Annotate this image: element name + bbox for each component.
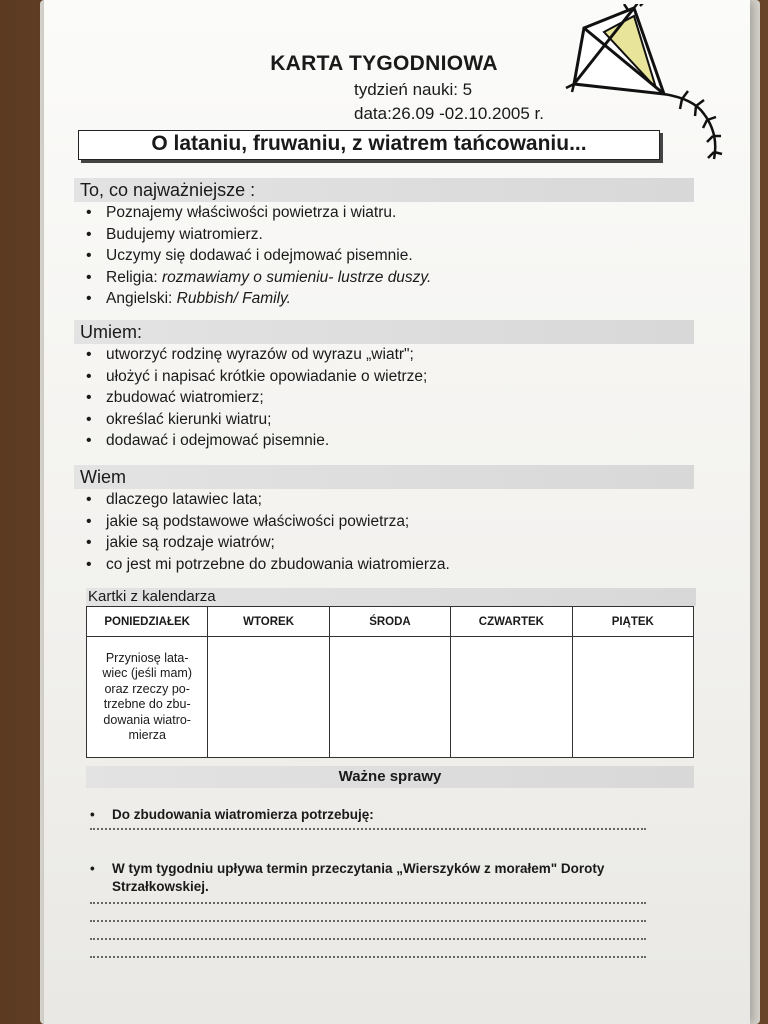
- important-heading: Ważne sprawy: [86, 766, 694, 788]
- subject-topic: rozmawiamy o sumieniu- lustrze duszy.: [162, 268, 432, 286]
- dotted-line: [90, 954, 646, 958]
- theme-banner: [78, 130, 660, 160]
- section-heading: Umiem:: [74, 320, 694, 344]
- bullet-list: [74, 489, 694, 575]
- bullet-list: [74, 202, 694, 310]
- list-item: • jakie są podstawowe właściwości powietrza;: [84, 511, 694, 533]
- note-line: Przyniosę lata-: [105, 650, 189, 665]
- dotted-line: [90, 826, 646, 830]
- dotted-line: [90, 936, 646, 940]
- dotted-line: [90, 918, 646, 922]
- calendar-heading: Kartki z kalendarza: [86, 588, 696, 606]
- list-item: • Uczymy się dodawać i odejmować pisemnie.: [84, 245, 694, 267]
- list-item: • jakie są rodzaje wiatrów;: [84, 532, 694, 554]
- list-item: • dlaczego latawiec lata;: [84, 489, 694, 511]
- bullet-dot: •: [90, 807, 95, 822]
- day-header: WTOREK: [208, 607, 329, 637]
- subject-label: Angielski:: [106, 290, 173, 307]
- day-header: CZWARTEK: [451, 607, 572, 637]
- date-range: data:26.09 -02.10.2005 r.: [354, 104, 544, 123]
- important-text: Do zbudowania wiatromierza potrzebuję:: [112, 807, 374, 822]
- section-heading: To, co najważniejsze :: [74, 178, 694, 202]
- table-row: [87, 637, 694, 758]
- list-item: • Budujemy wiatromierz.: [84, 224, 694, 246]
- day-header: PONIEDZIAŁEK: [87, 607, 208, 637]
- friday-cell: [572, 637, 693, 758]
- note-line: mierza: [128, 728, 166, 742]
- note-line: oraz rzeczy po-: [104, 681, 190, 696]
- important-item: [86, 806, 694, 824]
- bullet-dot: •: [90, 861, 95, 876]
- important-item: [86, 860, 694, 896]
- subject-topic: Rubbish/ Family.: [176, 290, 291, 307]
- note-line: trzebne do zbu-: [103, 697, 191, 711]
- table-header-row: [87, 607, 694, 637]
- note-line: wiec (jeśli mam): [102, 666, 192, 680]
- section-heading: Wiem: [74, 465, 694, 489]
- dotted-line: [90, 900, 646, 904]
- week-number: tydzień nauki: 5: [354, 80, 473, 99]
- weekly-card-page: [44, 0, 750, 1024]
- calendar-table: [86, 606, 694, 758]
- list-item: • zbudować wiatromierz;: [84, 387, 694, 409]
- important-text: W tym tygodniu upływa termin przeczytania „Wierszyków z morałem" Doroty Strzałkowskiej.: [112, 861, 605, 894]
- list-item: • co jest mi potrzebne do zbudowania wiatromierza.: [84, 554, 694, 576]
- theme-title: O lataniu, fruwaniu, z wiatrem tańcowaniu...: [151, 132, 587, 155]
- day-header: PIĄTEK: [572, 607, 693, 637]
- note-line: dowania wiatro-: [103, 712, 191, 727]
- list-item: [84, 267, 694, 289]
- list-item: • określać kierunki wiatru;: [84, 409, 694, 431]
- list-item: [84, 288, 694, 310]
- thursday-cell: [451, 637, 572, 758]
- list-item: • ułożyć i napisać krótkie opowiadanie o wietrze;: [84, 366, 694, 388]
- monday-note: [87, 637, 208, 758]
- day-header: ŚRODA: [329, 607, 450, 637]
- subject-label: Religia:: [106, 268, 158, 286]
- section-most-important: [74, 178, 694, 310]
- section-can-do: [74, 320, 694, 452]
- list-item: • utworzyć rodzinę wyrazów od wyrazu „wiatr";: [84, 344, 694, 366]
- list-item: • dodawać i odejmować pisemnie.: [84, 430, 694, 452]
- list-item: • Poznajemy właściwości powietrza i wiatru.: [84, 202, 694, 224]
- document-title: KARTA TYGODNIOWA: [270, 52, 498, 75]
- bullet-list: [74, 344, 694, 452]
- wednesday-cell: [329, 637, 450, 758]
- section-know: [74, 465, 694, 575]
- tuesday-cell: [208, 637, 329, 758]
